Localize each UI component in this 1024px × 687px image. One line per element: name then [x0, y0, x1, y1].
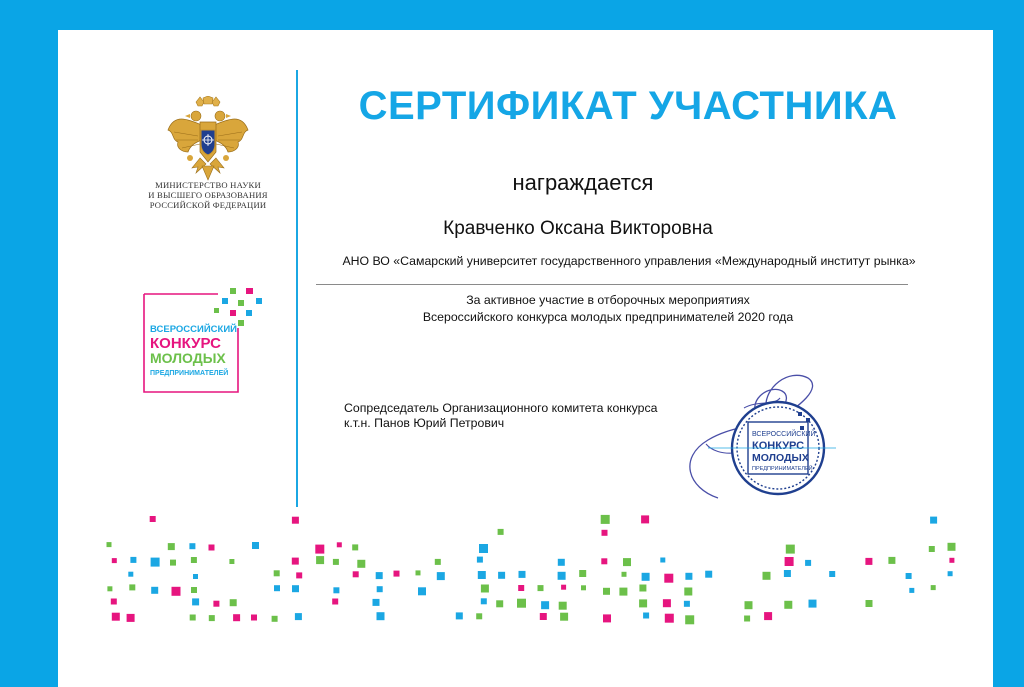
logo-square: [238, 320, 244, 326]
pattern-square: [785, 557, 794, 566]
ministry-line: МИНИСТЕРСТВО НАУКИ: [155, 180, 261, 190]
pattern-square: [541, 601, 549, 609]
pattern-square: [333, 559, 339, 565]
pattern-square: [292, 585, 299, 592]
pattern-square: [478, 571, 486, 579]
pattern-square: [829, 571, 835, 577]
pattern-square: [172, 587, 181, 596]
pattern-square: [394, 571, 400, 577]
pattern-square: [333, 587, 339, 593]
vertical-divider: [296, 70, 298, 507]
pattern-square: [456, 612, 463, 619]
pattern-square: [619, 588, 627, 596]
pattern-square: [437, 572, 445, 580]
decorative-square-pattern: [58, 510, 993, 630]
pattern-square: [784, 601, 792, 609]
award-reason: [308, 292, 908, 326]
pattern-square: [418, 587, 426, 595]
pattern-square: [377, 612, 385, 620]
pattern-square: [274, 585, 280, 591]
pattern-square: [643, 613, 649, 619]
logo-square: [230, 288, 236, 294]
pattern-square: [332, 599, 338, 605]
pattern-square: [603, 588, 610, 595]
pattern-square: [107, 586, 112, 591]
logo-line-1: ВСЕРОССИЙСКИЙ: [150, 324, 237, 335]
pattern-square: [906, 573, 912, 579]
pattern-square: [538, 585, 544, 591]
pattern-square: [315, 545, 324, 554]
pattern-square: [866, 600, 873, 607]
pattern-square: [805, 560, 811, 566]
pattern-square: [579, 570, 586, 577]
pattern-square: [517, 599, 526, 608]
logo-square: [238, 300, 244, 306]
pattern-square: [664, 574, 673, 583]
pattern-square: [948, 571, 953, 576]
horizontal-divider: [316, 284, 908, 285]
pattern-square: [639, 599, 647, 607]
pattern-square: [292, 558, 299, 565]
pattern-square: [809, 600, 817, 608]
pattern-square: [357, 560, 365, 568]
pattern-square: [190, 615, 196, 621]
pattern-square: [352, 544, 358, 550]
pattern-square: [479, 544, 488, 553]
ministry-name: [118, 180, 298, 210]
pattern-square: [353, 571, 359, 577]
pattern-square: [274, 570, 280, 576]
pattern-square: [663, 599, 671, 607]
pattern-square: [209, 545, 215, 551]
pattern-square: [660, 558, 665, 563]
pattern-square: [496, 600, 503, 607]
pattern-square: [192, 598, 199, 605]
pattern-square: [296, 572, 302, 578]
reason-line: За активное участие в отборочных мероприятиях: [466, 293, 750, 307]
pattern-square: [639, 585, 646, 592]
pattern-square: [931, 585, 936, 590]
pattern-square: [601, 558, 607, 564]
pattern-square: [518, 585, 524, 591]
pattern-square: [112, 558, 117, 563]
pattern-square: [558, 559, 565, 566]
pattern-square: [602, 530, 608, 536]
pattern-square: [540, 613, 547, 620]
stamp-line-4: ПРЕДПРИНИМАТЕЛЕЙ: [752, 466, 813, 472]
pattern-square: [229, 559, 234, 564]
pattern-square: [191, 557, 197, 563]
pattern-square: [193, 574, 198, 579]
recipient-name: Кравченко Оксана Викторовна: [443, 218, 713, 239]
pattern-square: [498, 572, 505, 579]
logo-square: [230, 310, 236, 316]
awarded-label: награждается: [512, 170, 654, 195]
logo-line-2: КОНКУРС: [150, 335, 221, 352]
logo-square: [246, 288, 253, 294]
pattern-square: [127, 614, 135, 622]
pattern-square: [435, 559, 441, 565]
pattern-square: [295, 613, 302, 620]
pattern-square: [151, 558, 160, 567]
pattern-square: [477, 557, 483, 563]
ministry-line: РОССИЙСКОЙ ФЕДЕРАЦИИ: [149, 200, 267, 210]
pattern-square: [209, 615, 215, 621]
pattern-square: [377, 586, 383, 592]
pattern-square: [948, 543, 956, 551]
pattern-square: [642, 573, 650, 581]
certificate-sheet: [58, 30, 993, 687]
pattern-square: [603, 614, 611, 622]
stamp-line-1: ВСЕРОССИЙСКИЙ: [752, 431, 816, 438]
pattern-square: [233, 614, 240, 621]
stamp-line-3: МОЛОДЫХ: [752, 452, 809, 464]
pattern-square: [128, 572, 133, 577]
logo-square: [256, 298, 262, 304]
pattern-square: [476, 613, 482, 619]
pattern-square: [151, 587, 158, 594]
pattern-square: [107, 542, 112, 547]
pattern-square: [684, 601, 690, 607]
logo-square: [222, 298, 228, 304]
signer-name: к.т.н. Панов Юрий Петрович: [344, 416, 505, 430]
pattern-square: [685, 615, 694, 624]
signer-position: Сопредседатель Организационного комитета конкурса: [344, 401, 658, 415]
pattern-square: [561, 585, 566, 590]
pattern-square: [665, 614, 674, 623]
pattern-square: [623, 558, 631, 566]
certificate-content: [58, 30, 993, 687]
pattern-square: [705, 571, 712, 578]
logo-square: [214, 308, 219, 313]
pattern-square: [764, 612, 772, 620]
pattern-square: [481, 585, 489, 593]
pattern-square: [230, 599, 237, 606]
pattern-square: [930, 517, 937, 524]
pattern-square: [498, 529, 504, 535]
ministry-line: И ВЫСШЕГО ОБРАЗОВАНИЯ: [148, 190, 268, 200]
pattern-square: [111, 599, 117, 605]
pattern-square: [560, 613, 568, 621]
pattern-square: [168, 543, 175, 550]
pattern-square: [112, 613, 120, 621]
pattern-square: [641, 515, 649, 523]
pattern-square: [191, 587, 197, 593]
pattern-square: [170, 560, 176, 566]
pattern-square: [929, 546, 935, 552]
pattern-square: [622, 572, 627, 577]
pattern-square: [763, 572, 771, 580]
contest-logo: [138, 288, 278, 398]
double-headed-eagle-icon: [166, 96, 250, 186]
logo-square: [246, 310, 252, 316]
certificate-title: СЕРТИФИКАТ УЧАСТНИКА: [358, 84, 898, 128]
pattern-square: [519, 571, 526, 578]
pattern-square: [685, 573, 692, 580]
pattern-square: [601, 515, 610, 524]
pattern-square: [559, 602, 567, 610]
pattern-square: [949, 558, 954, 563]
pattern-square: [251, 615, 257, 621]
pattern-square: [558, 572, 566, 580]
pattern-square: [376, 572, 383, 579]
pattern-square: [745, 601, 753, 609]
pattern-square: [865, 558, 872, 565]
pattern-square: [581, 585, 586, 590]
logo-line-4: ПРЕДПРИНИМАТЕЛЕЙ: [150, 370, 229, 377]
pattern-square: [373, 599, 380, 606]
pattern-square: [684, 588, 692, 596]
pattern-square: [786, 545, 795, 554]
organization-name: АНО ВО «Самарский университет государственного управления «Международный институт рынка»: [342, 254, 916, 268]
pattern-square: [272, 616, 278, 622]
stamp-line-2: КОНКУРС: [752, 440, 805, 452]
pattern-square: [416, 570, 421, 575]
pattern-square: [316, 556, 324, 564]
stamp-and-signature: [648, 348, 838, 508]
pattern-square: [130, 557, 136, 563]
pattern-square: [888, 557, 895, 564]
pattern-square: [213, 601, 219, 607]
pattern-square: [252, 542, 259, 549]
pattern-square: [292, 517, 299, 524]
logo-line-3: МОЛОДЫХ: [150, 350, 226, 366]
pattern-square: [744, 616, 750, 622]
reason-line: Всероссийского конкурса молодых предпринимателей 2020 года: [422, 310, 794, 324]
pattern-square: [129, 584, 135, 590]
pattern-square: [481, 598, 487, 604]
pattern-square: [909, 588, 914, 593]
pattern-square: [337, 542, 342, 547]
pattern-square: [189, 543, 195, 549]
pattern-square: [150, 516, 156, 522]
pattern-square: [784, 570, 791, 577]
certificate-frame: [14, 14, 1010, 673]
